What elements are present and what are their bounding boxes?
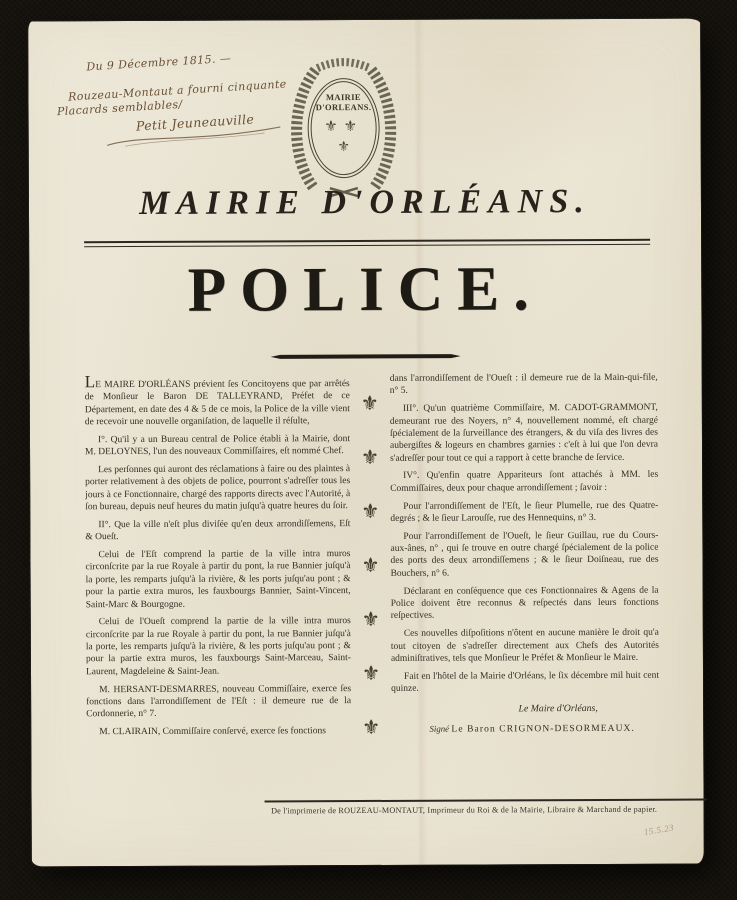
fleur-de-lis-icon: ⚜ [361,606,380,632]
poster-title: MAIRIE D'ORLÉANS. [139,183,591,222]
seal-fleur-pair [309,117,379,135]
fleur-de-lis-icon: ⚜ [362,714,381,740]
mairie-seal [283,56,404,201]
paragraph: II°. Que la ville n'eſt plus diviſée qu'en deux arrondiſſemens, Eſt & Oueſt. [85,519,351,543]
paragraph: Celui de l'Oueſt comprend la partie de la ville intra muros circonſcrite par la rue Royale à partir du pont, la rue Bannier juſqu'à la porte, les remparts juſqu'à la rivière, & les ports juſqu'au pont ; & pour la partie extra muros, les fauxbourgs Saint-Marceau, Saint-Laurent, Magdeleine & Saint-Jean. [85,616,351,677]
handwritten-note-line2: Placards semblables/ [56,97,183,118]
handwritten-signature: Petit Jeuneauville [135,111,255,134]
poster-paper [28,19,704,867]
seal-fleur-single [309,139,379,155]
paragraph: III°. Qu'un quatrième Commiſſaire, M. CADOT-GRAMMONT, demeurant rue des Noyers, n° 4, nouvellement nommé, eſt chargé ſpécialement de la ſurveillance des étrangers, & du viſa des livres des aubergiſtes & logeurs en chambres garnies : c'eſt à lui que l'on devra s'adreſſer pour tout ce qui a rapport à cette branche de ſervice. [389,402,659,464]
paragraph: Celui de l'Eſt comprend la partie de la ville intra muros circonſcrite par la rue Royale à partir du pont, la rue Bannier juſqu'à la porte, les remparts juſqu'à la rivière, & les ports juſqu'au pont ; & pour la partie extra muros, les fauxbourgs Bannier, Saint-Vincent, Saint-Marc & Bourgogne. [85,549,351,610]
printer-imprint: De l'imprimerie de ROUZEAU-MONTAUT, Imprimeur du Roi & de la Mairie, Libraire & Marchand de papier. [271,804,658,816]
footer-rule [265,799,707,803]
paragraph: Déclarant en conſéquence que ces Fonctionnaires & Agens de la Police doivent être reconnus & reſpectés dans leurs fonctions reſpectives. [390,585,659,622]
right-column [390,372,660,743]
double-rule-divider [84,239,650,247]
fleur-de-lis-icon: ⚜ [361,498,380,524]
signer-role: Le Maire d'Orléans, [518,703,598,715]
tapered-rule-divider [271,354,461,360]
fleur-de-lis-icon: ⚜ [361,552,380,578]
seal-fleur: ⚜ [324,117,344,136]
paragraph: Ces nouvelles diſpoſitions n'ôtent en aucune manière le droit qu'a tout citoyen de s'adreſſer directement aux Chefs des Autorités adminiſtratives, tels que Monſieur le Préfet & Monſieur le Maire. [390,627,659,664]
paragraph: Les perſonnes qui auront des réclamations à faire ou des plaintes à porter relativement à des objets de police, pourront s'adreſſer tous les jours à ce Fonctionnaire, chargé des rapports directs avec l'Autorité, à ſon bureau, depuis neuf heures du matin juſqu'à quatre heures du ſoir. [85,464,351,513]
police-heading: POLICE. [187,253,544,325]
pencil-inventory-mark: 15.5.23 [643,822,675,838]
fleur-ornament-strip [350,373,392,743]
handwritten-date: Du 9 Décembre 1815. — [85,51,232,74]
right-column-paragraphs [390,372,659,696]
signature-line [391,723,659,737]
paragraph: dans l'arrondiſſement de l'Oueſt : il demeure rue de la Main-qui-file, n° 5. [389,372,658,397]
paragraph: I°. Qu'il y a un Bureau central de Police établi à la Mairie, dont M. DELOYNES, l'un des nouveaux Commiſſaires, eſt nommé Chef. [85,433,351,458]
signer-name: Le Baron CRIGNON-DESORMEAUX. [451,723,636,735]
body-columns [85,372,660,744]
paragraph: Pour l'arrondiſſement de l'Eſt, le ſieur Plumelle, rue des Quatre-degrés ; & le ſieur Larouſſe, rue des Hennequins, n° 3. [390,500,659,524]
seal-oval-border [307,78,379,178]
signature-prefix: Signé [429,723,450,734]
paragraph: IV°. Qu'enfin quatre Appariteurs ſont attachés à MM. les Commiſſaires, deux pour chaque arrondiſſement ; ſavoir : [390,470,659,494]
paragraph: Pour l'arrondiſſement de l'Oueſt, le ſieur Guillau, rue du Cours-aux-ânes, n° , qui ſe trouve en outre chargé ſpécialement de la police des ports des deux arrondiſſemens ; & le ſieur Doiſneau, rue des Bouchers, n° 6. [390,530,659,579]
paragraph: LE MAIRE D'ORLÉANS prévient ſes Concitoyens que par arrêtés de Monſieur le Baron DE TALLEYRAND, Préfet de ce Département, en date des 4 & 5 de ce mois, la Police de la ville vient de recevoir une nouvelle organiſation, de laquelle il réſulte, [84,372,350,428]
paragraph: M. HERSANT-DESMARRES, nouveau Commiſſaire, exerce ſes fonctions dans l'arrondiſſement de l'Eſt : il demeure rue de la Cordonnerie, n° 7. [86,683,352,720]
seal-text-line1: MAIRIE [325,92,362,103]
handwritten-annotation [54,47,309,152]
seal-fleur: ⚜ [337,139,351,156]
seal-fleur: ⚜ [343,117,364,136]
seal-text-line2: D'ORLEANS. [315,101,372,113]
fleur-de-lis-icon: ⚜ [361,660,381,686]
fleur-de-lis-icon: ⚜ [361,444,380,470]
left-column [85,373,352,744]
fleur-de-lis-icon: ⚜ [360,390,379,416]
paragraph: Fait en l'hôtel de la Mairie d'Orléans, le ſix décembre mil huit cent quinze. [391,670,660,694]
handwritten-note-line1: Rouzeau-Montaut a fourni cinquante [67,77,287,104]
paragraph: M. CLAIRAIN, Commiſſaire conſervé, exerce ſes fonctions [99,726,326,738]
